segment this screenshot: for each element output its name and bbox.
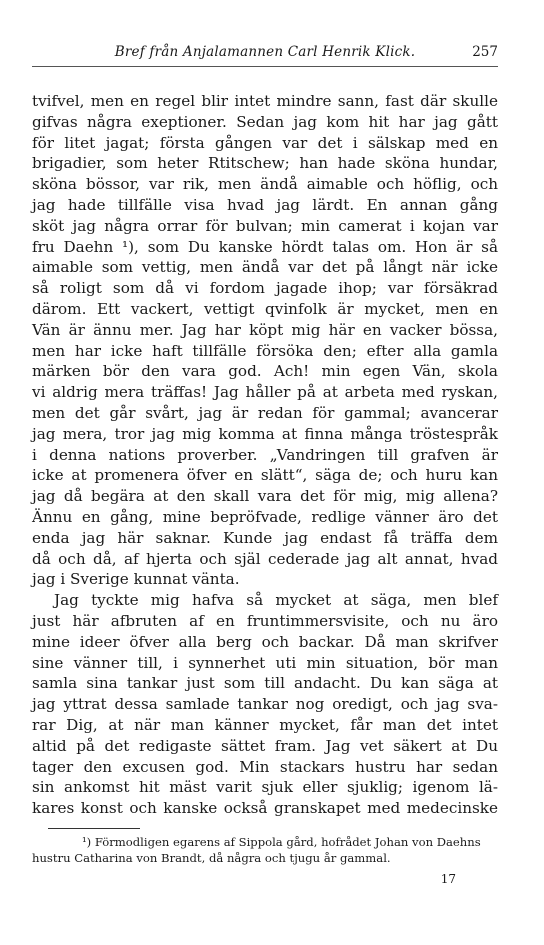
body-line: då och då, af hjerta och själ cederade jag alt annat, hvad [32,549,498,568]
footnote-line: ¹) Förmodligen egarens af Sippola gård, hofrådet Johan von Daehns [82,835,481,849]
page-number: 257 [472,44,498,60]
body-line: tager den excusen god. Min stackars hustru har sedan [32,757,498,776]
body-line: jag yttrat dessa samlade tankar nog oredigt, och jag sva- [32,695,498,714]
footnote [32,834,498,866]
body-line: vi aldrig mera träffas! Jag håller på at arbeta med ryskan, [32,383,498,402]
page-header [32,44,498,64]
body-line: icke at promenera öfver en slätt“, säga de; och huru kan [32,466,498,485]
body-line: fru Daehn ¹), som Du kanske hördt talas om. Hon är så [32,237,498,256]
running-title: Bref från Anjalamannen Carl Henrik Klick. [114,44,416,60]
body-line: kares konst och kanske också granskapet med medecinske [32,799,498,818]
body-line: Ännu en gång, mine bepröfvade, redlige vänner äro det [32,507,498,526]
body-line: enda jag här saknar. Kunde jag endast få träffa dem [32,528,498,547]
body-line: men har icke haft tillfälle försöka den; efter alla gamla [32,341,498,360]
body-line: Vän är ännu mer. Jag har köpt mig här en vacker bössa, [32,320,498,339]
body-line: sköt jag några orrar för bulvan; min camerat i kojan var [32,216,498,235]
body-line: sin ankomst hit mäst varit sjuk eller sjuklig; igenom lä- [32,778,498,797]
signature-mark: 17 [440,872,456,886]
header-rule [32,66,498,67]
body-line: för litet jagat; första gången var det i sälskap med en [32,133,498,152]
body-line: därom. Ett vackert, vettigt qvinfolk är mycket, men en [32,299,498,318]
body-line: just här afbruten af en fruntimmersvisite, och nu äro [32,611,498,630]
body-line: jag då begära at den skall vara det för mig, mig allena? [32,487,498,506]
body-line: mine ideer öfver alla berg och backar. Då man skrifver [32,632,498,651]
body-line: men det går svårt, jag är redan för gammal; avancerar [32,403,498,422]
footnote-line: hustru Catharina von Brandt, då några och tjugu år gammal. [32,851,391,865]
body-line: altid på det redigaste sättet fram. Jag vet säkert at Du [32,736,498,755]
body-line: gifvas några exeptioner. Sedan jag kom hit har jag gått [32,112,498,131]
body-line: brigadier, som heter Rtitschew; han hade sköna hundar, [32,154,498,173]
body-line: rar Dig, at när man känner mycket, får man det intet [32,715,498,734]
body-line: märken bör den vara god. Ach! min egen Vän, skola [32,362,498,381]
footnote-rule [48,828,140,829]
body-line: sine vänner till, i synnerhet uti min situation, bör man [32,653,498,672]
body-line: jag i Sverige kunnat vänta. [32,570,240,589]
body-line: aimable som vettig, men ändå var det på långt när icke [32,258,498,277]
body-line: Jag tyckte mig hafva så mycket at säga, men blef [54,591,498,610]
body-line: sköna bössor, var rik, men ändå aimable och höflig, och [32,175,498,194]
body-text [32,91,498,819]
body-line: jag mera, tror jag mig komma at finna många tröstespråk [32,424,498,443]
body-line: samla sina tankar just som till andacht. Du kan säga at [32,674,498,693]
body-line: jag hade tillfälle visa hvad jag lärdt. En annan gång [32,195,498,214]
body-line: tvifvel, men en regel blir intet mindre sann, fast där skulle [32,92,498,110]
body-line: så roligt som då vi fordom jagade ihop; var försäkrad [32,279,498,298]
body-line: i denna nations proverber. „Vandringen till grafven är [32,445,498,464]
